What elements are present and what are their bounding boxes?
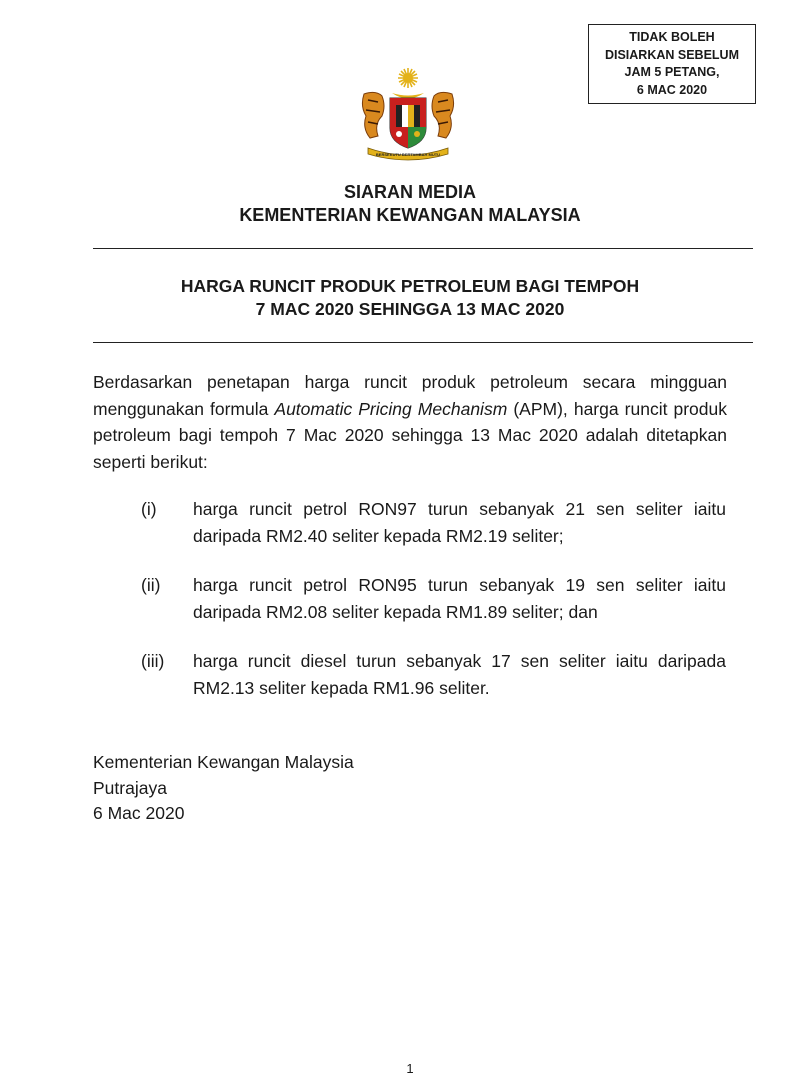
embargo-line: TIDAK BOLEH — [629, 30, 715, 44]
signoff-place: Putrajaya — [93, 777, 167, 798]
intro-italic: Automatic Pricing Mechanism — [274, 398, 508, 419]
embargo-line: JAM 5 PETANG, — [624, 65, 720, 79]
embargo-line: DISIARKAN SEBELUM — [604, 47, 740, 62]
embargo-line: 6 MAC 2020 — [636, 82, 708, 97]
divider — [93, 248, 753, 249]
subject-line: 7 MAC 2020 SEHINGGA 13 MAC 2020 — [255, 299, 565, 319]
intro-text: Berdasarkan penetapan harga runcit produk petroleum secara mingguan menggunakan formula — [93, 372, 727, 419]
embargo-notice — [588, 24, 756, 104]
intro-paragraph — [93, 369, 727, 475]
subject-line: HARGA RUNCIT PRODUK PETROLEUM BAGI TEMPOH — [180, 276, 640, 296]
document-subject — [0, 275, 788, 321]
item-text: harga runcit petrol RON97 turun sebanyak 21 sen seliter iaitu daripada RM2.40 seliter kepada RM2.19 seliter; — [193, 499, 726, 546]
item-text: harga runcit petrol RON95 turun sebanyak 19 sen seliter iaitu daripada RM2.08 seliter kepada RM1.89 seliter; dan — [193, 575, 726, 622]
divider — [93, 342, 753, 343]
header-line: SIARAN MEDIA — [343, 182, 476, 202]
list-item — [93, 572, 733, 625]
item-number: (ii) — [141, 575, 161, 595]
list-item — [93, 496, 733, 549]
signoff — [93, 750, 354, 827]
signoff-date: 6 Mac 2020 — [93, 803, 185, 823]
price-list — [93, 496, 733, 724]
item-number: (iii) — [141, 651, 165, 671]
intro-text: (APM), harga runcit produk petroleum bagi tempoh 7 Mac 2020 sehingga 13 Mac 2020 adalah ditetapkan seperti berikut: — [93, 398, 728, 472]
coat-of-arms-icon — [352, 66, 464, 164]
document-header — [0, 181, 788, 227]
item-text: harga runcit diesel turun sebanyak 17 sen seliter iaitu daripada RM2.13 seliter kepada RM1.96 seliter. — [193, 651, 726, 698]
list-item — [93, 648, 733, 701]
header-line: KEMENTERIAN KEWANGAN MALAYSIA — [239, 205, 581, 225]
item-number: (i) — [141, 499, 157, 519]
svg-text:BERSEKUTU BERTAMBAH MUTU: BERSEKUTU BERTAMBAH MUTU — [375, 152, 441, 157]
signoff-org: Kementerian Kewangan Malaysia — [93, 752, 354, 772]
page-number: 1 — [406, 1061, 414, 1076]
